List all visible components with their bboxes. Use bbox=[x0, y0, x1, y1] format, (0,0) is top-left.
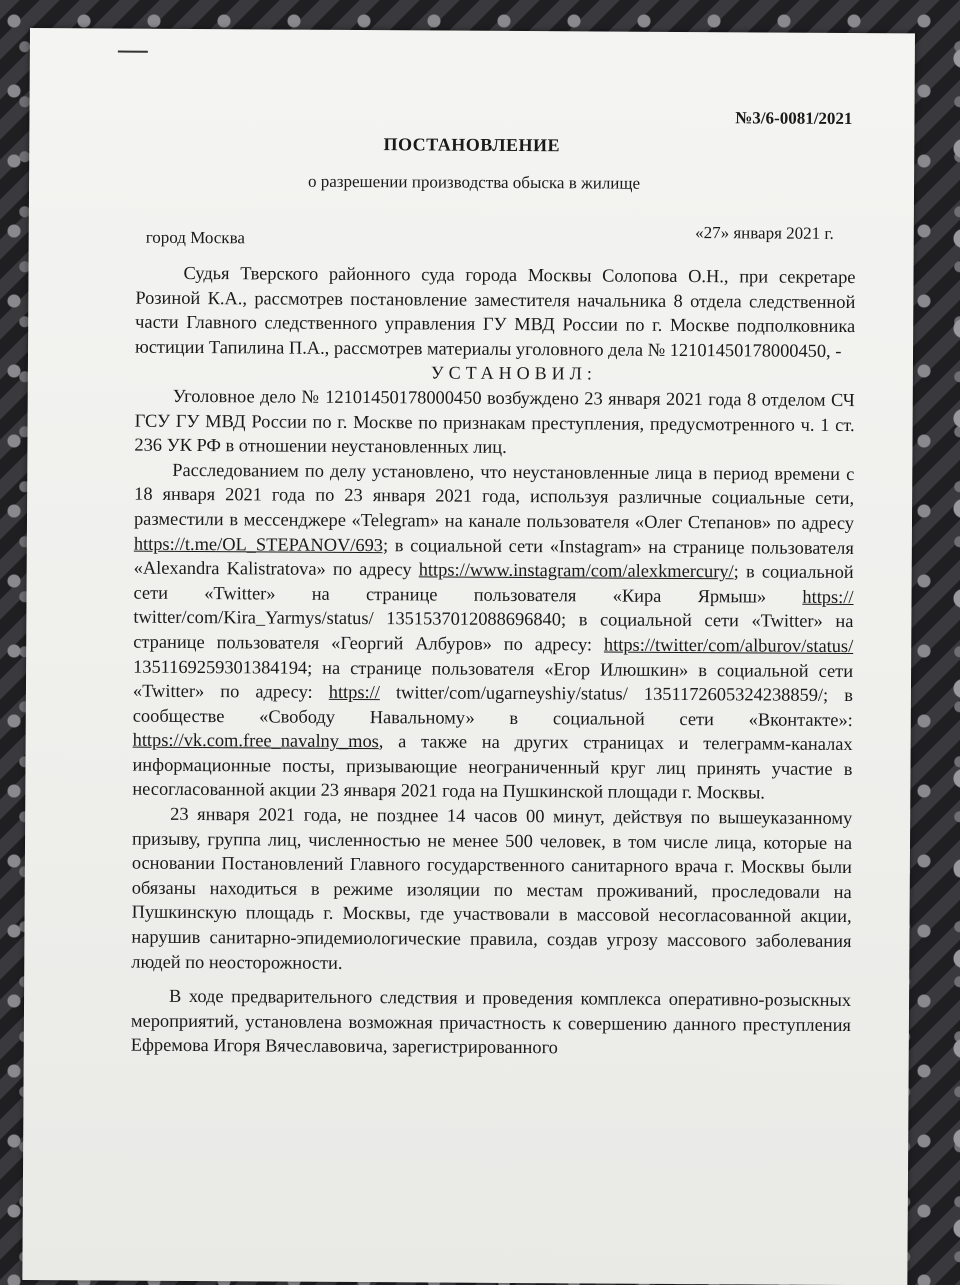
paragraph-investigation bbox=[132, 457, 854, 806]
text-span: ; в социальной сети «Instagram» на странице пользователя «Alexandra Kalistratova» по адресу bbox=[133, 534, 854, 580]
document-body bbox=[131, 261, 856, 1062]
text-span: , а также на других страницах и телеграмм-каналах информационные посты, призывающие неограниченный круг лиц принять участие в несогласованной акции 23 января 2021 года на Пушкинской площади г. Москвы. bbox=[132, 731, 853, 803]
twitter-link-alburov[interactable]: https://twitter/com/alburov/status/ bbox=[603, 634, 854, 656]
margin-dash bbox=[118, 51, 148, 53]
paragraph-suspect: В ходе предварительного следствия и проведения комплекса оперативно-розыскных мероприятий, установлена возможная причастность к совершению данного преступления Ефремова Игоря Вячеславовича, зарегистрированного bbox=[130, 986, 852, 1058]
twitter-link-yarmysh[interactable]: https:// bbox=[802, 586, 854, 607]
document-number: №3/6-0081/2021 bbox=[735, 108, 853, 129]
document-page bbox=[22, 28, 915, 1285]
twitter-link-ilyushkin[interactable]: https:// bbox=[328, 681, 380, 703]
paragraph-case-opened: Уголовное дело № 12101450178000450 возбуждено 23 января 2021 года 8 отделом СЧ ГСУ ГУ МВД России по г. Москве по признакам преступления, предусмотренного ч. 1 ст. 236 УК РФ в отношении неустановленных лиц. bbox=[134, 385, 855, 458]
text-span: twitter/com/ugarneyshiy/status/ 1351172605324238859/; в сообществе «Свободу Навальному» в социальной сети «Вконтакте»: bbox=[132, 682, 854, 730]
paragraph-event: 23 января 2021 года, не позднее 14 часов 00 минут, действуя по вышеуказанному призыву, группа лиц, численностью не менее 500 человек, в том числе лица, которые на основании Постановлений Главного государственного санитарного врача г. Москвы были обязаны находиться в режиме изоляции по местам проживаний, проследовали на Пушкинскую площадь г. Москвы, где участвовали в массовой несогласованной акции, нарушив санитарно-эпидемиологические правила, создав угрозу массового заболевания людей по неосторожности. bbox=[131, 803, 853, 973]
section-heading: УСТАНОВИЛ: bbox=[430, 362, 597, 384]
text-span: ; в социальной сети «Twitter» на странице пользователя «Кира Ярмыш» bbox=[133, 561, 854, 607]
telegram-link[interactable]: https://t.me/OL_STEPANOV/693 bbox=[133, 533, 384, 555]
instagram-link[interactable]: https://www.instagram/com/alexkmercury/ bbox=[418, 559, 734, 582]
text-span: 1351169259301384194; на странице пользователя «Егор Илюшкин» в социальной сети «Twitter» по адресу: bbox=[132, 656, 854, 702]
city: город Москва bbox=[145, 227, 246, 248]
document-title: ПОСТАНОВЛЕНИЕ bbox=[383, 134, 561, 156]
text-span: twitter/com/Kira_Yarmys/status/ 1351537012088696840; в социальной сети «Twitter» на странице пользователя «Георгий Албуров» по адресу: bbox=[133, 606, 854, 655]
vk-link[interactable]: https://vk.com.free_navalny_mos bbox=[132, 729, 379, 752]
intro-paragraph: Судья Тверского районного суда города Москвы Солопова О.Н., при секретаре Розиной К.А., рассмотрев постановление заместителя начальника 8 отдела следственной части Главного следственного управления ГУ МВД России по г. Москве подполковника юстиции Тапилина П.А., рассмотрев материалы уголовного дела № 12101450178000450, - bbox=[134, 262, 856, 361]
document-date: «27» января 2021 г. bbox=[695, 223, 834, 243]
text-span: Расследованием по делу установлено, что неустановленные лица в период времени с 18 января 2021 года по 23 января 2021 года, используя различные социальные сети, разместили в мессенджере «Telegram» на канале пользователя «Олег Степанов» по адресу bbox=[133, 459, 855, 533]
document-subtitle: о разрешении производства обыска в жилище bbox=[307, 171, 641, 193]
